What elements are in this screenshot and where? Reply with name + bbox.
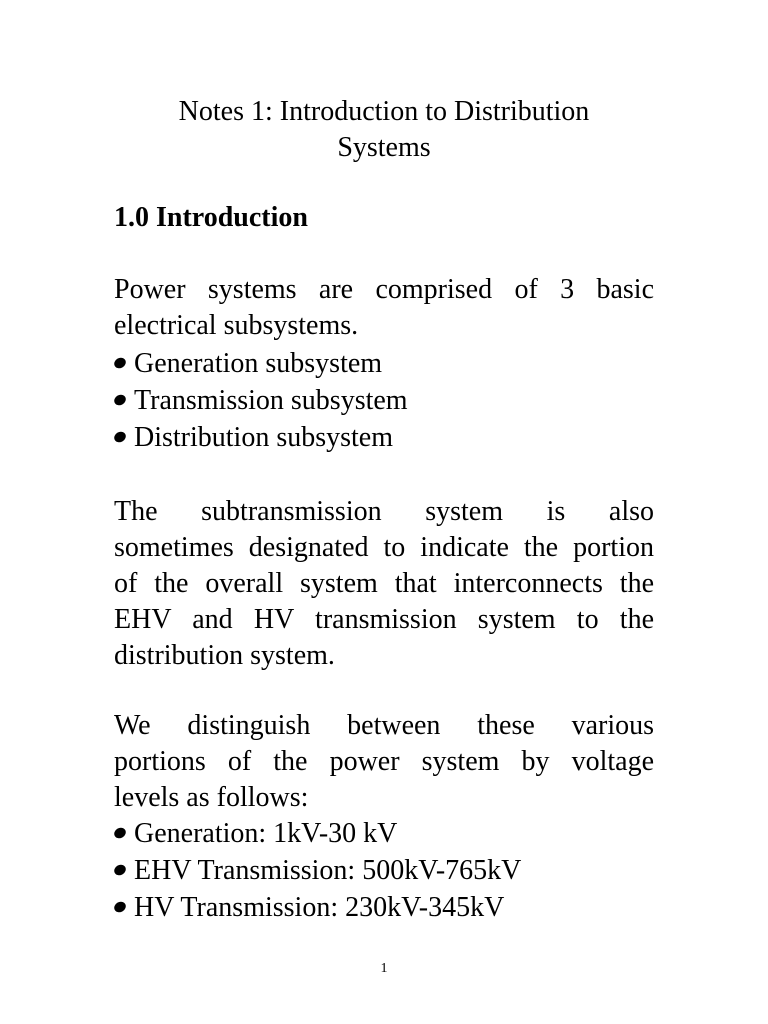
bullet-icon xyxy=(112,393,127,408)
bullet-icon xyxy=(112,900,127,915)
bullet-icon xyxy=(112,863,127,878)
list-item-text: EHV Transmission: 500kV-765kV xyxy=(134,855,522,886)
paragraph-line: distribution system. xyxy=(114,640,335,671)
voltage-level-list xyxy=(114,816,654,927)
subsystem-list xyxy=(114,346,654,457)
bullet-icon xyxy=(112,826,127,841)
list-item-text: Distribution subsystem xyxy=(134,422,394,453)
paragraph-line: EHV and HV transmission system to the xyxy=(114,604,654,635)
section-heading: 1.0 Introduction xyxy=(114,202,308,233)
bullet-icon xyxy=(112,430,127,445)
list-item-text: Generation subsystem xyxy=(134,348,383,379)
list-item xyxy=(114,420,654,457)
paragraph-voltage-levels xyxy=(114,708,654,816)
paragraph-line: portions of the power system by voltage xyxy=(114,746,654,777)
list-item-text: HV Transmission: 230kV-345kV xyxy=(134,892,505,923)
paragraph-line: We distinguish between these various xyxy=(114,710,654,741)
page-title xyxy=(114,94,654,166)
paragraph-line: Power systems are comprised of 3 basic xyxy=(114,274,654,305)
paragraph-line: sometimes designated to indicate the portion xyxy=(114,532,654,563)
list-item xyxy=(114,816,654,853)
paragraph-line: electrical subsystems. xyxy=(114,310,359,341)
list-item xyxy=(114,383,654,420)
list-item-text: Transmission subsystem xyxy=(134,385,408,416)
paragraph-line: levels as follows: xyxy=(114,782,309,813)
paragraph-subtransmission xyxy=(114,494,654,674)
list-item xyxy=(114,890,654,927)
bullet-icon xyxy=(112,356,127,371)
paragraph-line: The subtransmission system is also xyxy=(114,496,654,527)
paragraph-line: of the overall system that interconnects the xyxy=(114,568,654,599)
title-line-2: Systems xyxy=(337,132,431,163)
page-number: 1 xyxy=(380,961,388,976)
list-item xyxy=(114,853,654,890)
list-item xyxy=(114,346,654,383)
list-item-text: Generation: 1kV-30 kV xyxy=(134,818,398,849)
title-line-1: Notes 1: Introduction to Distribution xyxy=(178,96,590,127)
paragraph-power-systems xyxy=(114,272,654,344)
